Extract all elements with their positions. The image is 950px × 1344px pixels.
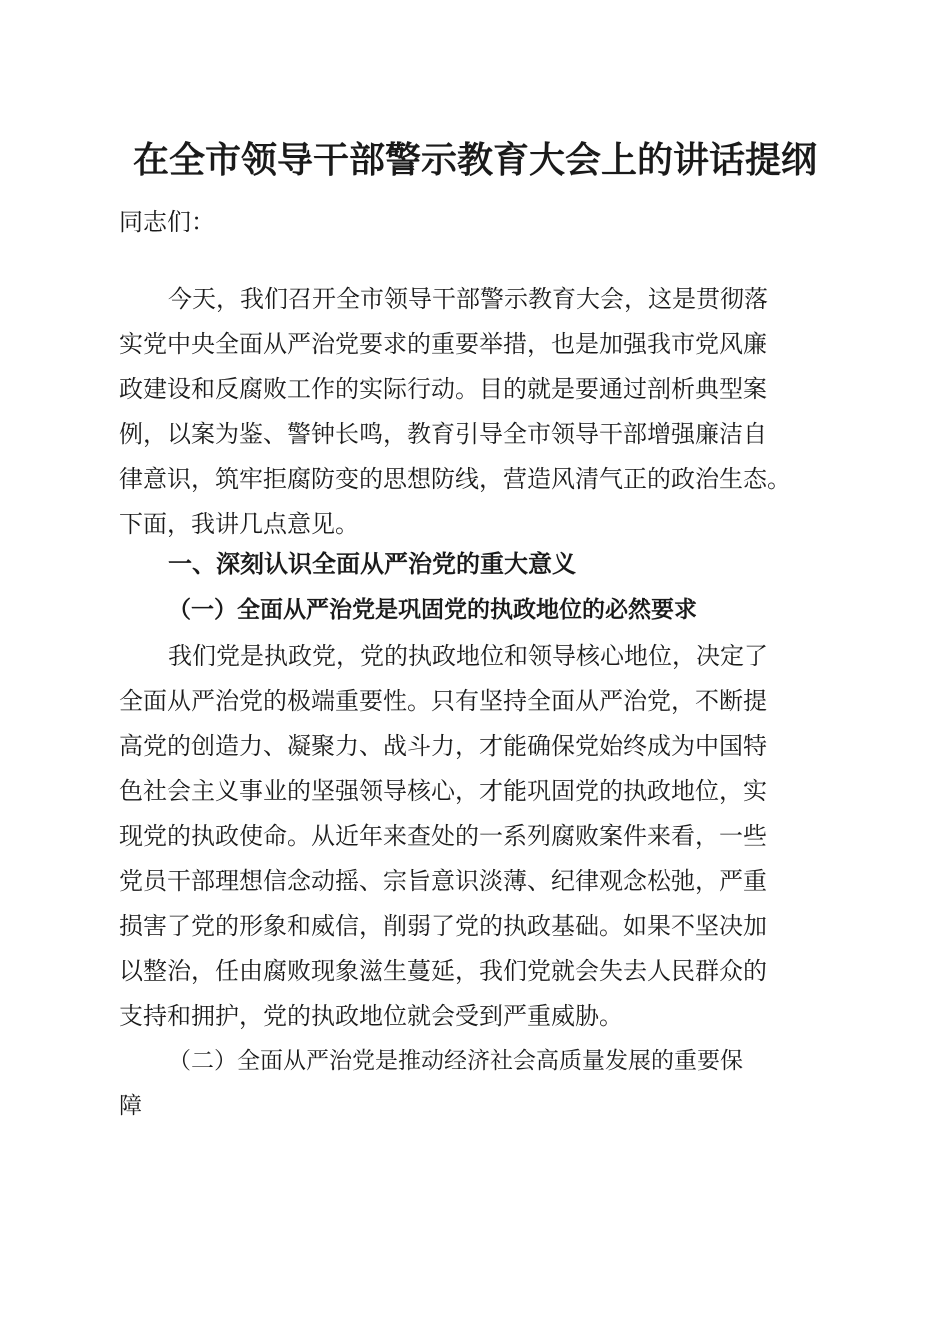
intro-line: 律意识，筑牢拒腐防变的思想防线，营造风清气正的政治生态。: [119, 465, 791, 493]
intro-line: 政建设和反腐败工作的实际行动。目的就是要通过剖析典型案: [119, 375, 767, 403]
intro-line: 例，以案为鉴、警钟长鸣，教育引导全市领导干部增强廉洁自: [119, 420, 767, 448]
subsection-heading-line: （二）全面从严治党是推动经济社会高质量发展的重要保: [168, 1048, 743, 1074]
document-title: 在全市领导干部警示教育大会上的讲话提纲: [132, 139, 817, 181]
subsection-heading: （一）全面从严治党是巩固党的执政地位的必然要求: [168, 596, 697, 623]
body-line: 全面从严治党的极端重要性。只有坚持全面从严治党，不断提: [119, 687, 767, 715]
body-line: 党员干部理想信念动摇、宗旨意识淡薄、纪律观念松弛，严重: [119, 867, 767, 895]
subsection-heading-line: 障: [119, 1093, 142, 1119]
section-heading: 一、深刻认识全面从严治党的重大意义: [168, 550, 576, 578]
body-line: 高党的创造力、凝聚力、战斗力，才能确保党始终成为中国特: [119, 732, 767, 760]
salutation: 同志们：: [119, 208, 215, 236]
intro-line: 今天，我们召开全市领导干部警示教育大会，这是贯彻落: [168, 285, 768, 313]
body-line: 以整治，任由腐败现象滋生蔓延，我们党就会失去人民群众的: [119, 957, 767, 985]
intro-line: 实党中央全面从严治党要求的重要举措，也是加强我市党风廉: [119, 330, 767, 358]
body-line: 支持和拥护，党的执政地位就会受到严重威胁。: [119, 1002, 623, 1030]
body-line: 损害了党的形象和威信，削弱了党的执政基础。如果不坚决加: [119, 912, 767, 940]
intro-line: 下面，我讲几点意见。: [119, 510, 359, 538]
body-line: 现党的执政使命。从近年来查处的一系列腐败案件来看，一些: [119, 822, 767, 850]
body-line: 我们党是执政党，党的执政地位和领导核心地位，决定了: [168, 642, 768, 670]
body-line: 色社会主义事业的坚强领导核心，才能巩固党的执政地位，实: [119, 777, 767, 805]
